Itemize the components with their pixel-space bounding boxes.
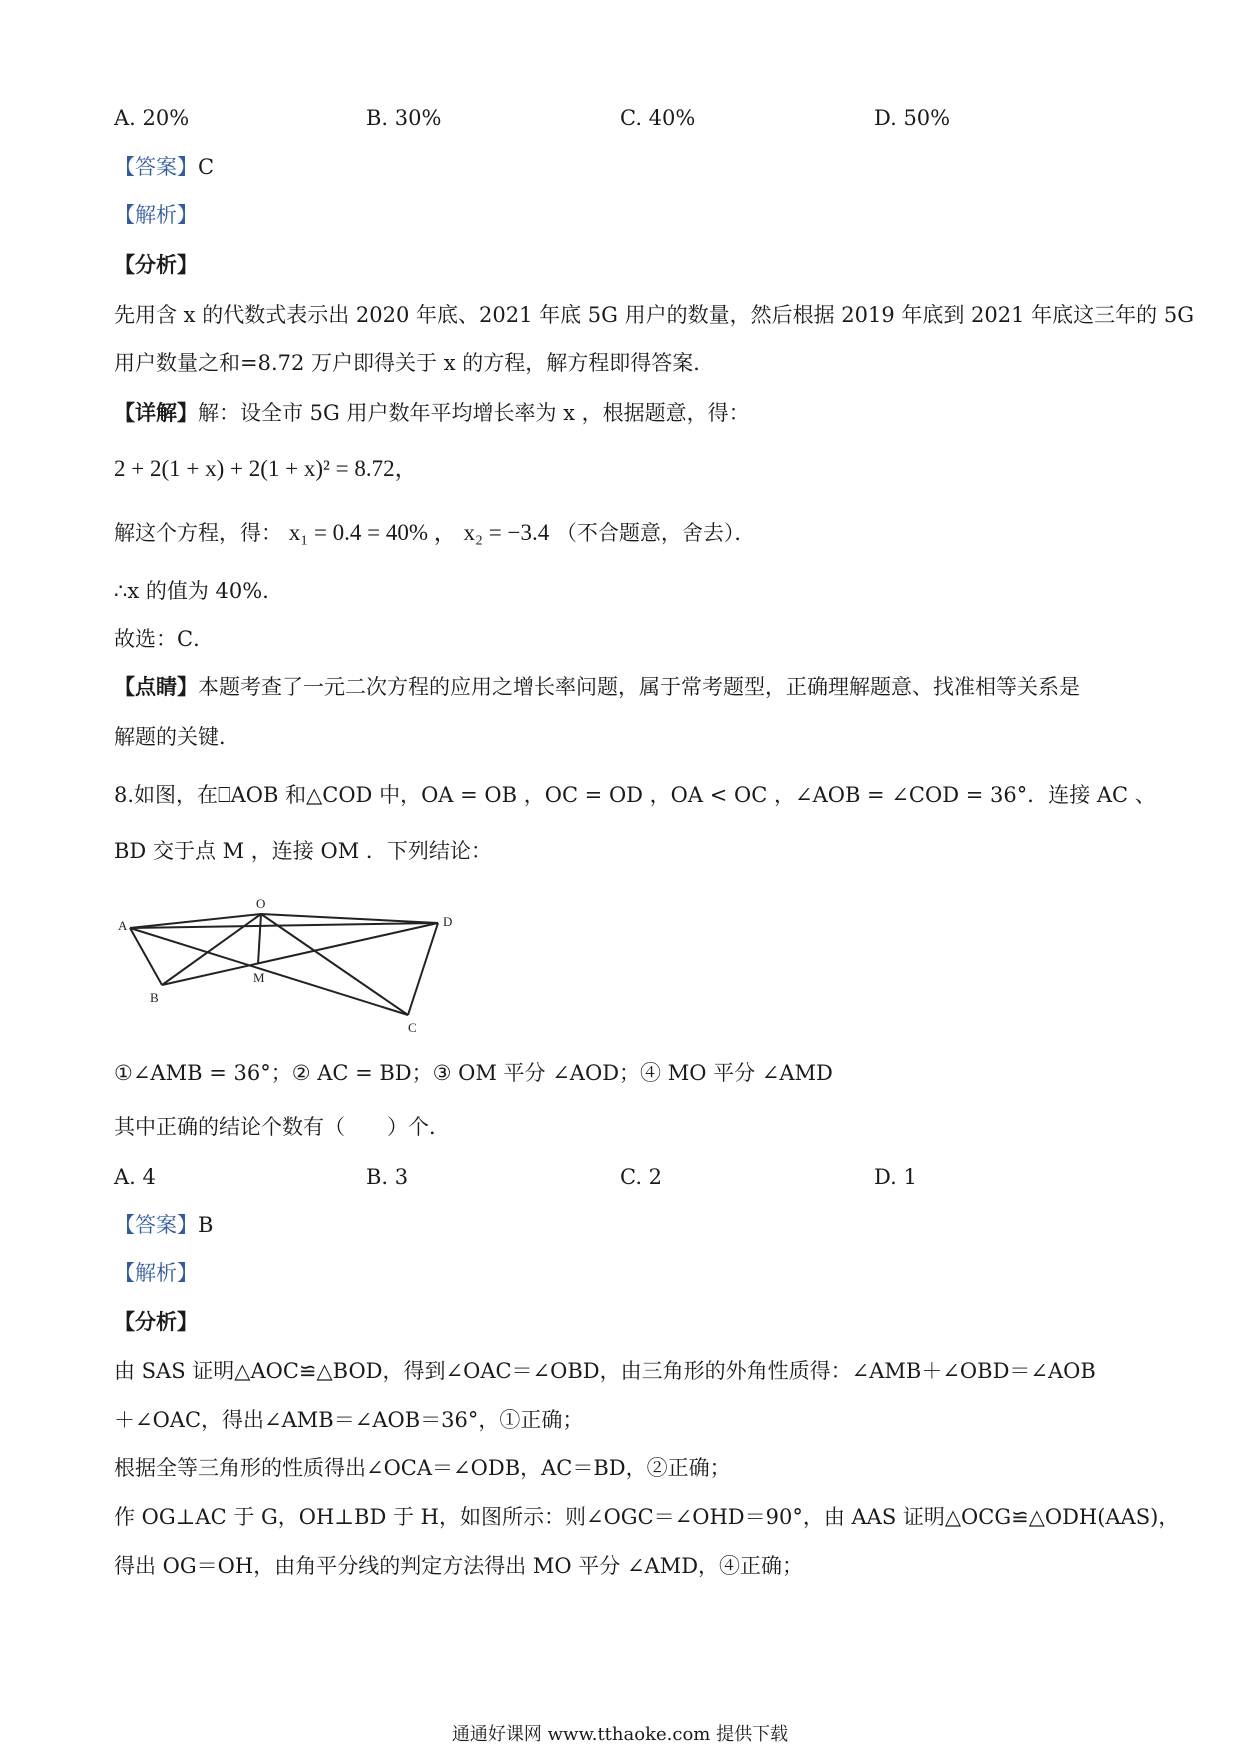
q7-answer-line [114, 152, 214, 182]
label-a: A [118, 918, 128, 933]
q7-therefore: ∴x 的值为 40%． [114, 579, 284, 603]
root-x1: x₁ = 0.4 = 40% ， [288, 520, 457, 545]
q7-option-b: B. 30% [366, 106, 442, 130]
answer-tag: 【答案】 [114, 1213, 198, 1237]
segment-od [261, 914, 438, 923]
q8-answer-line [114, 1210, 213, 1240]
segment-bd [162, 923, 438, 985]
solve-suffix: （不合题意，舍去）． [555, 521, 756, 545]
q8-option-d: D. 1 [874, 1165, 917, 1189]
xiangjie-tag: 【详解】 [114, 400, 198, 425]
q8-stem-line-1: 8.如图，在⎕AOB 和△COD 中，OA = OB ，OC = OD ，OA < OC ，∠AOB = ∠COD = 36°．连接 AC 、 [114, 783, 1156, 807]
q7-fenxi-tag: 【分析】 [114, 252, 198, 277]
label-m: M [253, 970, 265, 985]
q7-choose: 故选：C． [114, 627, 215, 651]
q7-dianjing-line-2: 解题的关键． [114, 725, 240, 749]
segment-oc [261, 914, 408, 1015]
q8-fenxi-tag: 【分析】 [114, 1309, 198, 1334]
q7-option-d: D. 50% [874, 106, 951, 130]
segment-dc [408, 923, 438, 1015]
q8-analysis-line-2: ＋∠OAC，得出∠AMB＝∠AOB＝36°，①正确； [114, 1408, 584, 1432]
q7-equation: 2 + 2(1 + x) + 2(1 + x)² = 8.72， [114, 456, 418, 481]
xiangjie-text: 解：设全市 5G 用户数年平均增长率为 x ，根据题意，得： [198, 401, 750, 425]
q8-analysis-line-1: 由 SAS 证明△AOC≌△BOD，得到∠OAC＝∠OBD，由三角形的外角性质得：∠AMB＋∠OBD＝∠AOB [114, 1359, 1096, 1383]
q7-option-a: A. 20% [114, 106, 190, 130]
q8-analysis-line-5: 得出 OG＝OH，由角平分线的判定方法得出 MO 平分 ∠AMD，④正确； [114, 1554, 804, 1578]
q8-question: 其中正确的结论个数有（ ）个． [114, 1115, 450, 1139]
label-d: D [443, 914, 453, 929]
q8-analysis-line-3: 根据全等三角形的性质得出∠OCA＝∠ODB，AC＝BD，②正确； [114, 1456, 731, 1480]
q7-xiangjie-line [114, 398, 750, 428]
q7-dianjing-line-1 [114, 672, 1080, 702]
answer-value: B [198, 1213, 214, 1237]
geometry-figure [118, 878, 458, 1038]
q8-option-b: B. 3 [366, 1165, 409, 1189]
answer-value: C [198, 155, 215, 179]
q8-option-c: C. 2 [620, 1165, 663, 1189]
answer-tag: 【答案】 [114, 155, 198, 179]
label-b: B [150, 990, 159, 1005]
q8-jiexi-tag: 【解析】 [114, 1261, 198, 1285]
label-c: C [408, 1020, 417, 1035]
q7-jiexi-tag: 【解析】 [114, 203, 198, 227]
q7-analysis-line-1: 先用含 x 的代数式表示出 2020 年底、2021 年底 5G 用户的数量，然后根据 2019 年底到 2021 年底这三年的 5G [114, 303, 1194, 327]
q8-conclusions: ①∠AMB = 36°；② AC = BD；③ OM 平分 ∠AOD；④ MO 平分 ∠AMD [114, 1061, 833, 1085]
dianjing-tag: 【点睛】 [114, 674, 198, 699]
q7-analysis-line-2: 用户数量之和=8.72 万户即得关于 x 的方程，解方程即得答案． [114, 351, 715, 375]
root-x2: x₂ = −3.4 [463, 520, 550, 545]
q8-stem-line-2: BD 交于点 M ，连接 OM ．下列结论： [114, 839, 492, 863]
q8-analysis-line-4: 作 OG⊥AC 于 G，OH⊥BD 于 H，如图所示：则∠OGC＝∠OHD＝90°，由 AAS 证明△OCG≌△ODH(AAS)， [114, 1505, 1180, 1529]
segment-ac [130, 928, 408, 1015]
solve-prefix: 解这个方程，得： [114, 521, 282, 545]
q8-option-a: A. 4 [114, 1165, 156, 1189]
label-o: O [256, 896, 266, 911]
page-footer: 通通好课网 www.tthaoke.com 提供下载 [451, 1724, 789, 1745]
segment-om [258, 914, 261, 964]
q7-option-c: C. 40% [620, 106, 696, 130]
dianjing-text: 本题考查了一元二次方程的应用之增长率问题，属于常考题型，正确理解题意、找准相等关系是 [198, 675, 1080, 699]
q7-solve-line [114, 518, 755, 548]
